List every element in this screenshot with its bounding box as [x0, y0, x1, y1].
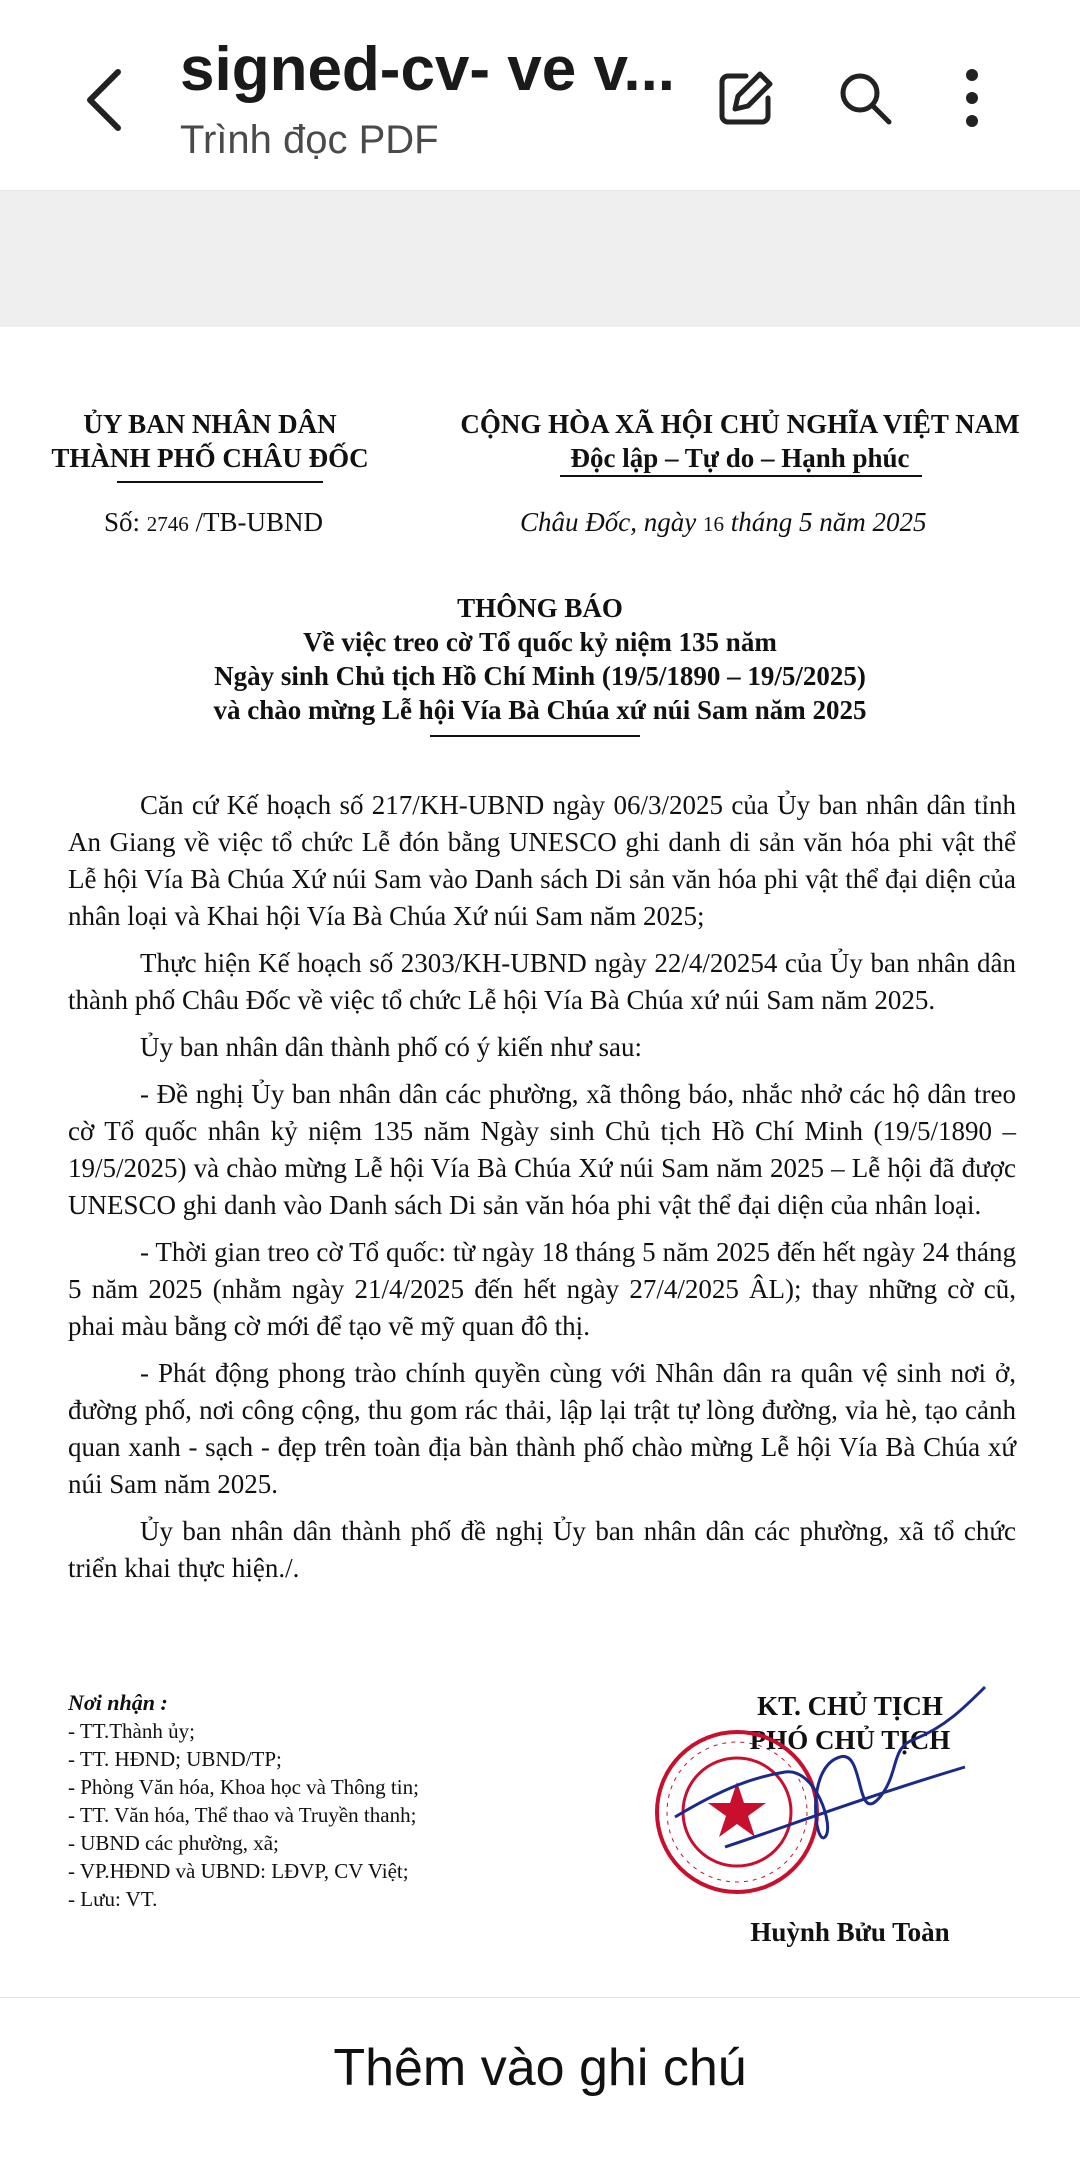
more-options-button[interactable]	[932, 58, 1012, 138]
page-gap	[0, 191, 1080, 327]
org-line-1: ỦY BAN NHÂN DÂN	[83, 409, 337, 439]
bottom-bar	[0, 1997, 1080, 2165]
app-bar	[0, 0, 1080, 191]
edit-icon	[716, 68, 776, 128]
notice-subject-2: Ngày sinh Chủ tịch Hồ Chí Minh (19/5/1890 – 19/5/2025)	[214, 661, 866, 691]
document-date: Châu Đốc, ngày 16 tháng 5 năm 2025	[520, 507, 927, 537]
recipients-heading: Nơi nhận :	[68, 1690, 168, 1715]
national-motto	[430, 407, 1050, 475]
recipients-list	[68, 1689, 588, 1913]
sign-title-2: PHÓ CHỦ TỊCH	[749, 1725, 951, 1755]
notice-body	[68, 787, 1016, 1597]
handwritten-signature	[665, 1677, 995, 1877]
divider	[430, 735, 640, 737]
recipient-item: - Phòng Văn hóa, Khoa học và Thông tin;	[68, 1775, 419, 1799]
signer-name: Huỳnh Bửu Toàn	[750, 1917, 950, 1947]
recipient-item: - UBND các phường, xã;	[68, 1831, 279, 1855]
nation-line-2: Độc lập – Tự do – Hạnh phúc	[570, 443, 910, 473]
recipient-item: - Lưu: VT.	[68, 1887, 158, 1911]
notice-heading	[0, 591, 1080, 727]
recipient-item: - TT. Văn hóa, Thể thao và Truyền thanh;	[68, 1803, 417, 1827]
add-to-notes-button[interactable]: Thêm vào ghi chú	[333, 2039, 747, 2097]
notice-subject-3: và chào mừng Lễ hội Vía Bà Chúa xứ núi Sam năm 2025	[213, 695, 867, 725]
paragraph: - Thời gian treo cờ Tổ quốc: từ ngày 18 tháng 5 năm 2025 đến hết ngày 24 tháng 5 năm 2025 (nhằm ngày 21/4/2025 đến hết ngày 27/4/2025 ÂL); thay những cờ cũ, phai màu bằng cờ mới để tạo vẽ mỹ quan đô thị.	[68, 1237, 1016, 1341]
paragraph: - Đề nghị Ủy ban nhân dân các phường, xã thông báo, nhắc nhở các hộ dân treo cờ Tổ quốc nhân kỷ niệm 135 năm Ngày sinh Chủ tịch Hồ Chí Minh (19/5/1890 – 19/5/2025) và chào mừng Lễ hội Vía Bà Chúa Xứ núi Sam năm 2025 – Lễ hội đã được UNESCO ghi danh vào Danh sách Di sản văn hóa phi vật thể đại diện của nhân loại.	[68, 1079, 1016, 1220]
notice-title: THÔNG BÁO	[457, 593, 623, 623]
recipient-item: - VP.HĐND và UBND: LĐVP, CV Việt;	[68, 1859, 409, 1883]
back-arrow-icon	[78, 60, 138, 140]
app-subtitle: Trình đọc PDF	[180, 118, 439, 162]
issuing-agency	[40, 407, 380, 475]
divider	[117, 481, 323, 483]
nation-line-1: CỘNG HÒA XÃ HỘI CHỦ NGHĨA VIỆT NAM	[460, 409, 1020, 439]
recipient-item: - TT. HĐND; UBND/TP;	[68, 1747, 282, 1771]
pdf-page[interactable]	[0, 327, 1080, 1997]
paragraph: Căn cứ Kế hoạch số 217/KH-UBND ngày 06/3/2025 của Ủy ban nhân dân tỉnh An Giang về việc tổ chức Lễ đón bằng UNESCO ghi danh di sản văn hóa phi vật thể Lễ hội Vía Bà Chúa Xứ núi Sam vào Danh sách Di sản văn hóa phi vật thể đại diện của nhân loại và Khai hội Vía Bà Chúa Xứ núi Sam năm 2025;	[68, 790, 1016, 931]
paragraph: Ủy ban nhân dân thành phố đề nghị Ủy ban nhân dân các phường, xã tổ chức triển khai thực hiện./.	[68, 1516, 1016, 1583]
search-button[interactable]	[825, 58, 905, 138]
edit-button[interactable]	[706, 58, 786, 138]
back-button[interactable]	[78, 60, 138, 140]
sign-title-1: KT. CHỦ TỊCH	[757, 1691, 943, 1721]
more-vert-icon	[952, 63, 992, 133]
recipient-item: - TT.Thành ủy;	[68, 1719, 195, 1743]
document-title: signed-cv- ve v...	[180, 35, 676, 104]
search-icon	[835, 68, 895, 128]
paragraph: Ủy ban nhân dân thành phố có ý kiến như sau:	[140, 1032, 643, 1062]
document-number: Số: 2746 /TB-UBND	[104, 507, 324, 537]
paragraph: Thực hiện Kế hoạch số 2303/KH-UBND ngày 22/4/20254 của Ủy ban nhân dân thành phố Châu Đốc về việc tổ chức Lễ hội Vía Bà Chúa xứ núi Sam năm 2025.	[68, 948, 1016, 1015]
org-line-2: THÀNH PHỐ CHÂU ĐỐC	[51, 443, 369, 473]
paragraph: - Phát động phong trào chính quyền cùng với Nhân dân ra quân vệ sinh nơi ở, đường phố, nơi công cộng, thu gom rác thải, lập lại trật tự lòng đường, vỉa hè, tạo cảnh quan xanh - sạch - đẹp trên toàn địa bàn thành phố chào mừng Lễ hội Vía Bà Chúa xứ núi Sam năm 2025.	[68, 1358, 1016, 1499]
divider	[560, 475, 922, 477]
notice-subject-1: Về việc treo cờ Tổ quốc kỷ niệm 135 năm	[303, 627, 777, 657]
